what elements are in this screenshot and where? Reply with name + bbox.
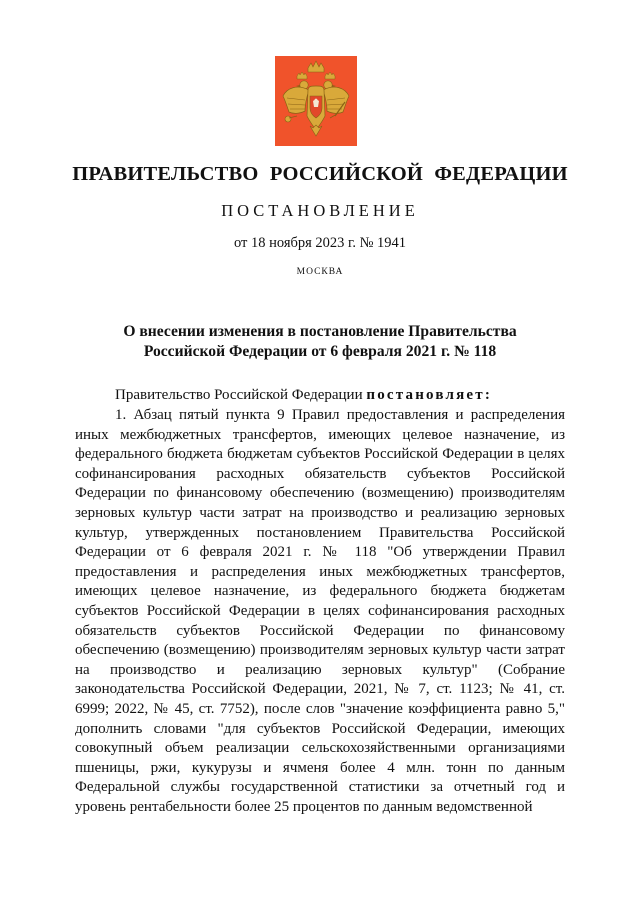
document-subject bbox=[0, 322, 640, 361]
intro-paragraph bbox=[75, 386, 565, 406]
government-title: ПРАВИТЕЛЬСТВО РОССИЙСКОЙ ФЕДЕРАЦИИ bbox=[72, 163, 568, 185]
coat-of-arms-icon bbox=[275, 56, 357, 146]
document-type: ПОСТАНОВЛЕНИЕ bbox=[221, 201, 419, 220]
document-city: МОСКВА bbox=[296, 267, 344, 277]
document-date-number: от 18 ноября 2023 г. № 1941 bbox=[233, 235, 407, 251]
paragraph-1: 1. Абзац пятый пункта 9 Правил предоставления и распределения иных межбюджетных трансфертов, имеющих целевое назначение, из федерального бюджета бюджетам субъектов Российской Федерации в целях софинансирования расходных обязательств субъектов Российской Федерации по финансовому обеспечению (возмещению) производителям зерновых культур части затрат на производство и реализацию зерновых культур, утвержденных постановлением Правительства Российской Федерации от 6 февраля 2021 г. № 118 "Об утверждении Правил предоставления и распределения иных межбюджетных трансфертов, имеющих целевое назначение, из федерального бюджета бюджетам субъектов Российской Федерации в целях софинансирования расходных обязательств субъектов Российской Федерации по финансовому обеспечению (возмещению) производителям зерновых культур части затрат на производство и реализацию зерновых культур" (Собрание законодательства Российской Федерации, 2021, № 7, ст. 1123; № 41, ст. 6999; 2022, № 45, ст. 7752), после слов "значение коэффициента равно 5," дополнить словами "для субъектов Российской Федерации, имеющих совокупный объем реализации сельскохозяйственными организациями пшеницы, ржи, кукурузы и ячменя более 4 млн. тонн по данным Федеральной службы государственной статистики за отчетный год и уровень рентабельности более 25 процентов по данным ведомственной bbox=[75, 407, 565, 815]
document-subject-line1: О внесении изменения в постановление Правительства bbox=[123, 323, 517, 340]
intro-lead: Правительство Российской Федерации bbox=[115, 387, 367, 403]
document-subject-line2: Российской Федерации от 6 февраля 2021 г. № 118 bbox=[143, 342, 497, 360]
intro-verb: постановляет: bbox=[366, 387, 493, 403]
